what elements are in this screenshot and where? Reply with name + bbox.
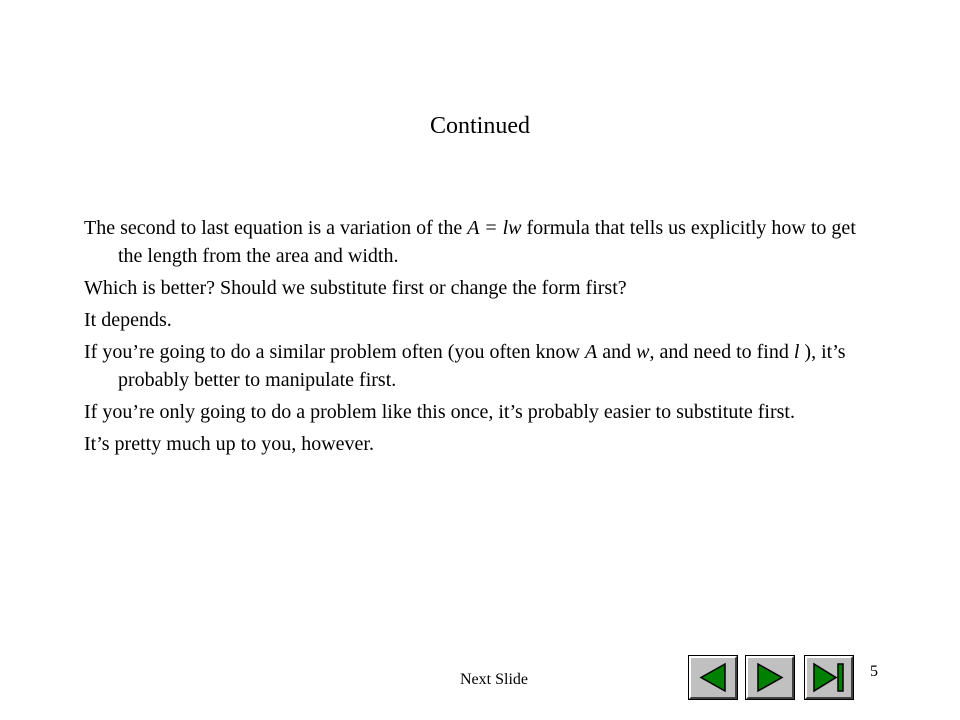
variable-a: A xyxy=(585,341,598,363)
back-arrow-icon xyxy=(691,658,735,697)
next-slide-link[interactable]: Next Slide xyxy=(460,671,528,688)
next-slide-button[interactable] xyxy=(746,656,794,699)
text-segment: and xyxy=(597,341,637,363)
paragraph-which-is-better: Which is better? Should we substitute first or change the form first? xyxy=(84,277,627,299)
paragraph-it-depends: It depends. xyxy=(84,309,172,331)
slide-body xyxy=(84,214,884,462)
end-arrow-icon xyxy=(807,658,851,697)
paragraph-substitute-first: If you’re only going to do a problem like this once, it’s probably easier to substitute first. xyxy=(84,401,795,423)
last-slide-button[interactable] xyxy=(805,656,853,699)
paragraph-manipulate-first xyxy=(84,338,884,394)
formula-area: A = lw xyxy=(467,217,522,239)
forward-arrow-icon xyxy=(748,658,792,697)
paragraph-up-to-you: It’s pretty much up to you, however. xyxy=(84,433,374,455)
previous-slide-button[interactable] xyxy=(689,656,737,699)
text-segment: ), it’s probably better to manipulate first. xyxy=(118,341,846,391)
text-segment: formula that tells us explicitly how to get the length from the area and width. xyxy=(118,217,856,267)
variable-w: w xyxy=(636,341,650,363)
text-segment: If you’re going to do a similar problem often (you often know xyxy=(84,341,585,363)
text-segment: The second to last equation is a variation of the xyxy=(84,217,468,239)
page-number: 5 xyxy=(870,663,878,680)
paragraph-equation-variation xyxy=(84,214,884,270)
text-segment: , and need to find xyxy=(649,341,794,363)
slide-title: Continued xyxy=(430,113,530,139)
variable-l: l xyxy=(793,341,800,363)
